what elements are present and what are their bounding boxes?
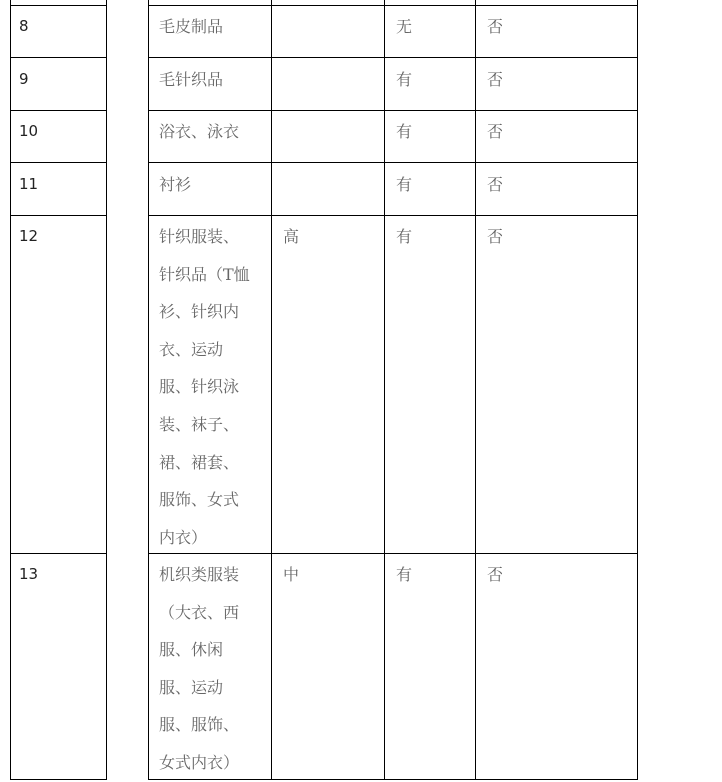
row-8-product: 毛皮制品 [159, 17, 224, 36]
row-12-required: 有 [396, 227, 413, 246]
row-10-product: 浴衣、泳衣 [159, 122, 240, 141]
row-9-required: 有 [396, 70, 413, 89]
row-9-product: 毛针织品 [159, 70, 224, 89]
row-8-number: 8 [19, 17, 29, 35]
product-table [10, 0, 638, 780]
row-10-final: 否 [487, 122, 504, 141]
row-10-number: 10 [19, 122, 39, 140]
row-12-risk: 高 [283, 227, 300, 246]
row-13-number: 13 [19, 565, 39, 583]
row-8-required: 无 [396, 17, 413, 36]
row-13-risk: 中 [283, 565, 300, 584]
row-13-required: 有 [396, 565, 413, 584]
row-13-final: 否 [487, 565, 504, 584]
row-12-final: 否 [487, 227, 504, 246]
row-8-final: 否 [487, 17, 504, 36]
row-11-product: 衬衫 [159, 175, 192, 194]
row-13-product: 机织类服装 （大衣、西 服、休闲 服、运动 服、服饰、 女式内衣） [159, 565, 240, 772]
row-12-product: 针织服装、 针织品（T恤 衫、针织内 衣、运动 服、针织泳 装、袜子、 裙、裙套、 服饰、女式 内衣） [159, 227, 250, 547]
row-12-number: 12 [19, 227, 39, 245]
row-9-final: 否 [487, 70, 504, 89]
row-11-number: 11 [19, 175, 39, 193]
row-11-final: 否 [487, 175, 504, 194]
row-11-required: 有 [396, 175, 413, 194]
row-9-number: 9 [19, 70, 29, 88]
row-10-required: 有 [396, 122, 413, 141]
